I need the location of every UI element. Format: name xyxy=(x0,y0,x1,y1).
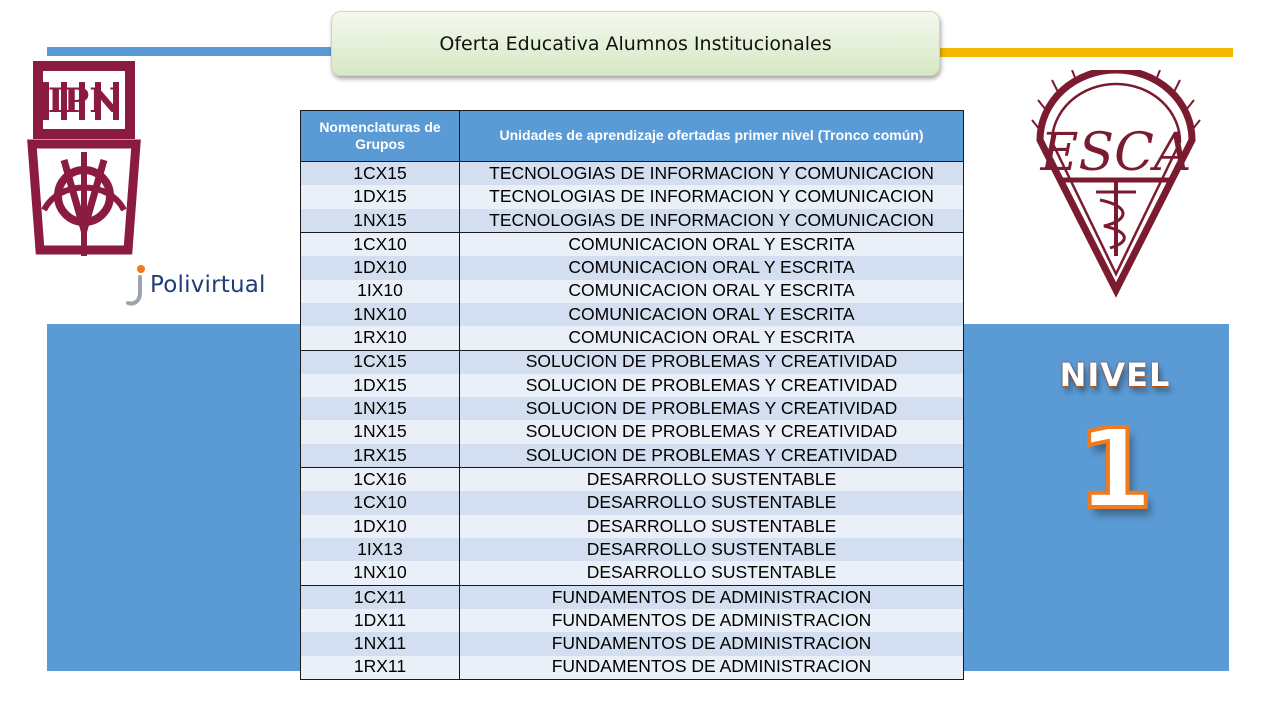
learning-unit-cell: DESARROLLO SUSTENTABLE xyxy=(460,468,964,492)
table-row xyxy=(301,609,964,632)
group-code-cell: 1DX15 xyxy=(301,374,460,397)
table-row xyxy=(301,515,964,538)
table-row xyxy=(301,420,964,443)
learning-unit-cell: FUNDAMENTOS DE ADMINISTRACION xyxy=(460,632,964,655)
table-row xyxy=(301,280,964,303)
group-code-cell: 1IX10 xyxy=(301,280,460,303)
group-code-cell: 1IX13 xyxy=(301,538,460,561)
learning-unit-cell: FUNDAMENTOS DE ADMINISTRACION xyxy=(460,585,964,609)
learning-unit-cell: TECNOLOGIAS DE INFORMACION Y COMUNICACION xyxy=(460,162,964,186)
table-row xyxy=(301,374,964,397)
polivirtual-mark-icon xyxy=(126,263,148,307)
group-code-cell: 1RX15 xyxy=(301,444,460,468)
table-row xyxy=(301,303,964,326)
table-row xyxy=(301,185,964,208)
table-row xyxy=(301,632,964,655)
group-code-cell: 1CX15 xyxy=(301,350,460,374)
table-row xyxy=(301,232,964,256)
table-row xyxy=(301,444,964,468)
learning-unit-cell: TECNOLOGIAS DE INFORMACION Y COMUNICACION xyxy=(460,209,964,233)
learning-unit-cell: COMUNICACION ORAL Y ESCRITA xyxy=(460,303,964,326)
learning-unit-cell: SOLUCION DE PROBLEMAS Y CREATIVIDAD xyxy=(460,444,964,468)
learning-unit-cell: SOLUCION DE PROBLEMAS Y CREATIVIDAD xyxy=(460,374,964,397)
table-row xyxy=(301,538,964,561)
group-code-cell: 1CX10 xyxy=(301,491,460,514)
polivirtual-logo xyxy=(126,262,266,308)
esca-logo-icon xyxy=(1030,70,1202,298)
group-code-cell: 1CX11 xyxy=(301,585,460,609)
group-code-cell: 1NX10 xyxy=(301,303,460,326)
level-number: 1 xyxy=(1076,405,1154,533)
group-code-cell: 1NX15 xyxy=(301,397,460,420)
learning-unit-cell: COMUNICACION ORAL Y ESCRITA xyxy=(460,256,964,279)
group-code-cell: 1CX10 xyxy=(301,232,460,256)
page-title: Oferta Educativa Alumnos Institucionales xyxy=(439,32,832,55)
polivirtual-wordmark: Polivirtual xyxy=(150,272,266,298)
table-row xyxy=(301,326,964,350)
table-row xyxy=(301,209,964,233)
table-row xyxy=(301,585,964,609)
learning-unit-cell: COMUNICACION ORAL Y ESCRITA xyxy=(460,232,964,256)
learning-unit-cell: FUNDAMENTOS DE ADMINISTRACION xyxy=(460,656,964,680)
table-row xyxy=(301,350,964,374)
table-row xyxy=(301,561,964,585)
table-row xyxy=(301,491,964,514)
group-code-cell: 1NX15 xyxy=(301,209,460,233)
group-code-cell: 1NX15 xyxy=(301,420,460,443)
learning-unit-cell: DESARROLLO SUSTENTABLE xyxy=(460,538,964,561)
learning-unit-cell: SOLUCION DE PROBLEMAS Y CREATIVIDAD xyxy=(460,397,964,420)
blue-accent-rule xyxy=(47,47,337,56)
svg-text:IPN: IPN xyxy=(47,81,121,121)
learning-unit-cell: SOLUCION DE PROBLEMAS Y CREATIVIDAD xyxy=(460,350,964,374)
group-code-cell: 1RX11 xyxy=(301,656,460,680)
title-banner xyxy=(331,11,940,76)
column-header-units: Unidades de aprendizaje ofertadas primer nivel (Tronco común) xyxy=(460,111,964,162)
learning-unit-cell: DESARROLLO SUSTENTABLE xyxy=(460,491,964,514)
yellow-accent-rule xyxy=(935,48,1233,57)
group-code-cell: 1DX15 xyxy=(301,185,460,208)
group-code-cell: 1DX10 xyxy=(301,256,460,279)
svg-text:ESCA: ESCA xyxy=(1040,123,1192,183)
learning-unit-cell: FUNDAMENTOS DE ADMINISTRACION xyxy=(460,609,964,632)
learning-unit-cell: COMUNICACION ORAL Y ESCRITA xyxy=(460,326,964,350)
ipn-logo-icon xyxy=(24,60,144,270)
learning-unit-cell: DESARROLLO SUSTENTABLE xyxy=(460,515,964,538)
table-row xyxy=(301,397,964,420)
table-row xyxy=(301,256,964,279)
level-label: NIVEL xyxy=(1059,356,1171,394)
learning-unit-cell: COMUNICACION ORAL Y ESCRITA xyxy=(460,280,964,303)
group-code-cell: 1NX11 xyxy=(301,632,460,655)
table-row xyxy=(301,656,964,680)
learning-unit-cell: SOLUCION DE PROBLEMAS Y CREATIVIDAD xyxy=(460,420,964,443)
group-code-cell: 1CX16 xyxy=(301,468,460,492)
table-row xyxy=(301,162,964,186)
learning-unit-cell: TECNOLOGIAS DE INFORMACION Y COMUNICACION xyxy=(460,185,964,208)
group-code-cell: 1NX10 xyxy=(301,561,460,585)
column-header-groups: Nomenclaturas de Grupos xyxy=(301,111,460,162)
table-row xyxy=(301,468,964,492)
table-body xyxy=(301,162,964,680)
group-code-cell: 1DX11 xyxy=(301,609,460,632)
group-code-cell: 1DX10 xyxy=(301,515,460,538)
group-code-cell: 1RX10 xyxy=(301,326,460,350)
course-offer-table xyxy=(300,110,964,677)
learning-unit-cell: DESARROLLO SUSTENTABLE xyxy=(460,561,964,585)
group-code-cell: 1CX15 xyxy=(301,162,460,186)
